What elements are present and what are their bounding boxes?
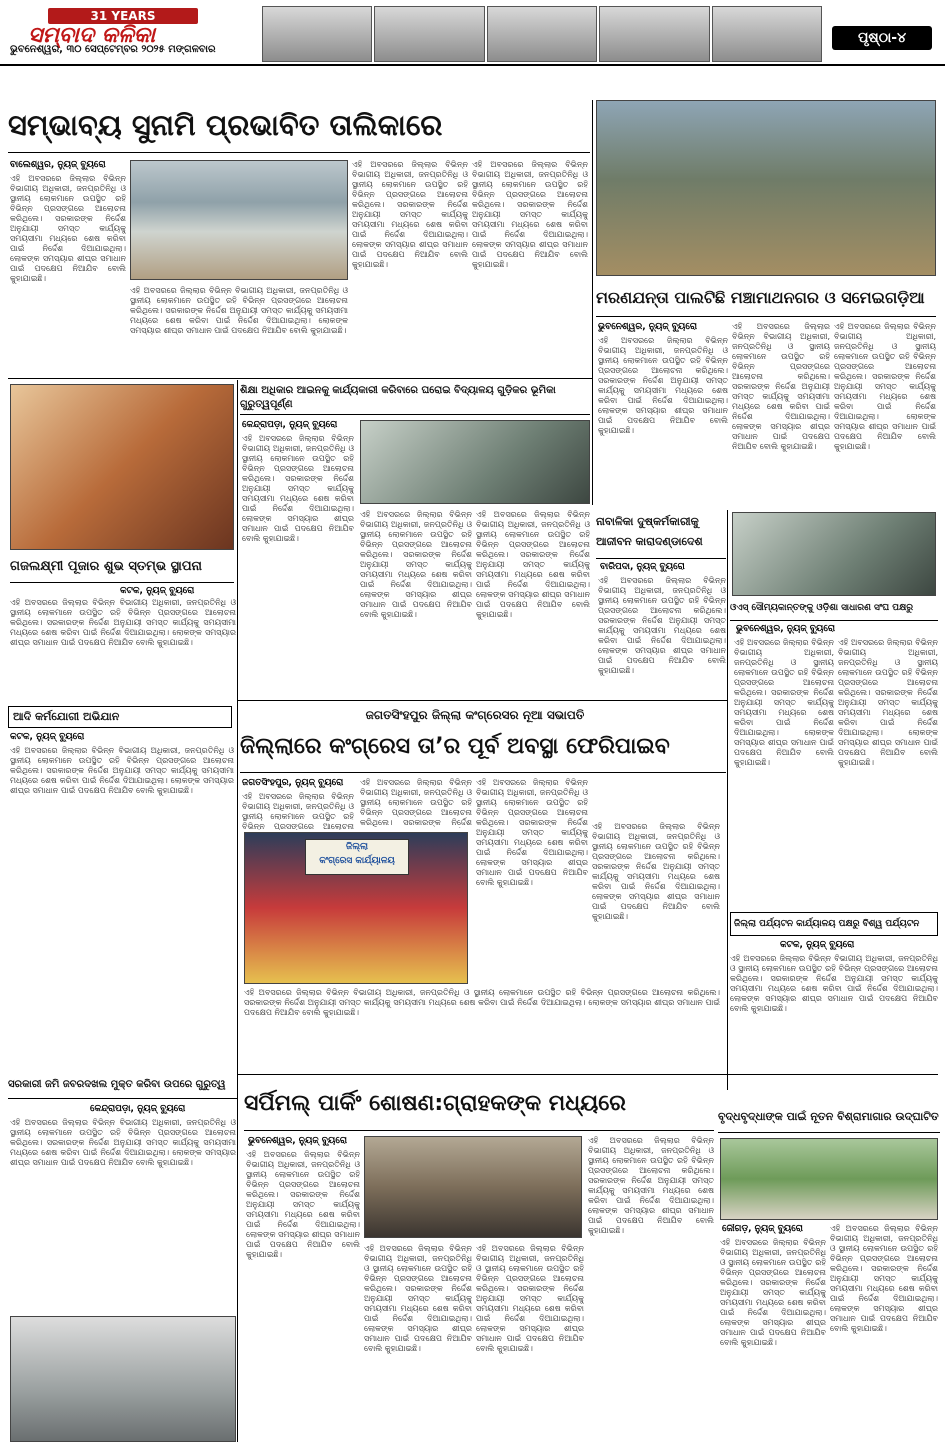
award-byline: ଭୁବନେଶ୍ୱର, ନ୍ୟୁଜ୍ ବ୍ୟୁରୋ [736, 624, 836, 634]
land-headline: ସରକାରୀ ଜମି ଜବରଦଖଲ ମୁକ୍ତ କରିବା ଉପରେ ଗୁରୁତ୍ୱ [8, 1079, 226, 1090]
tsunami-body-col2: ଏହି ଅବସରରେ ଜିଲ୍ଲାର ବିଭିନ୍ନ ବିଭାଗୀୟ ଅଧିକାରୀ, ଜନପ୍ରତିନିଧି ଓ ସ୍ଥାନୀୟ ଲୋକମାନେ ଉପସ୍ଥିତ ରହି ବିଭିନ୍ନ ପ୍ରସଙ୍ଗରେ ଆଲୋଚନା କରିଥିଲେ। ସରକାରଙ୍କ ନିର୍ଦ୍ଦେଶ ଅନୁଯାୟୀ ସମସ୍ତ କାର୍ଯ୍ୟକୁ ସମୟସୀମା ମଧ୍ୟରେ ଶେଷ କରିବା ପାଇଁ ନିର୍ଦ୍ଦେଶ ଦିଆଯାଇଥିଲା। ଲୋକଙ୍କ ସମସ୍ୟାର ଶୀଘ୍ର ସମାଧାନ ପାଇଁ ପଦକ୍ଷେପ ନିଆଯିବ ବୋଲି କୁହାଯାଇଛି। [130, 286, 348, 335]
section-rule [238, 1074, 938, 1075]
congress-body-col2: ଏହି ଅବସରରେ ଜିଲ୍ଲାର ବିଭିନ୍ନ ବିଭାଗୀୟ ଅଧିକାରୀ, ଜନପ୍ରତିନିଧି ଓ ସ୍ଥାନୀୟ ଲୋକମାନେ ଉପସ୍ଥିତ ରହି ବିଭିନ୍ନ ପ୍ରସଙ୍ଗରେ ଆଲୋଚନା କରିଥିଲେ। ସରକାରଙ୍କ ନିର୍ଦ୍ଦେଶ [360, 778, 472, 827]
education-body-col2: ଏହି ଅବସରରେ ଜିଲ୍ଲାର ବିଭିନ୍ନ ବିଭାଗୀୟ ଅଧିକାରୀ, ଜନପ୍ରତିନିଧି ଓ ସ୍ଥାନୀୟ ଲୋକମାନେ ଉପସ୍ଥିତ ରହି ବିଭିନ୍ନ ପ୍ରସଙ୍ଗରେ ଆଲୋଚନା କରିଥିଲେ। ସରକାରଙ୍କ ନିର୍ଦ୍ଦେଶ ଅନୁଯାୟୀ ସମସ୍ତ କାର୍ଯ୍ୟକୁ ସମୟସୀମା ମଧ୍ୟରେ ଶେଷ କରିବା ପାଇଁ ନିର୍ଦ୍ଦେଶ ଦିଆଯାଇଥିଲା। ଲୋକଙ୍କ ସମସ୍ୟାର ଶୀଘ୍ର ସମାଧାନ ପାଇଁ ପଦକ୍ଷେପ ନିଆଯିବ ବୋଲି କୁହାଯାଇଛି। [360, 510, 472, 619]
congress-kicker: ଜଗତସିଂହପୁର ଜିଲ୍ଲା କଂଗ୍ରେସର ନୂଆ ସଭାପତି [365, 708, 585, 722]
congress-headline: ଜିଲ୍ଲାରେ କଂଗ୍ରେସ ତା’ର ପୂର୍ବ ଅବସ୍ଥା ଫେରିପାଇବ [240, 734, 670, 759]
verdict-body: ଏହି ଅବସରରେ ଜିଲ୍ଲାର ବିଭିନ୍ନ ବିଭାଗୀୟ ଅଧିକାରୀ, ଜନପ୍ରତିନିଧି ଓ ସ୍ଥାନୀୟ ଲୋକମାନେ ଉପସ୍ଥିତ ରହି ବିଭିନ୍ନ ପ୍ରସଙ୍ଗରେ ଆଲୋଚନା କରିଥିଲେ। ସରକାରଙ୍କ ନିର୍ଦ୍ଦେଶ ଅନୁଯାୟୀ ସମସ୍ତ କାର୍ଯ୍ୟକୁ ସମୟସୀମା ମଧ୍ୟରେ ଶେଷ କରିବା ପାଇଁ ନିର୍ଦ୍ଦେଶ ଦିଆଯାଇଥିଲା। ଲୋକଙ୍କ ସମସ୍ୟାର ଶୀଘ୍ର ସମାଧାନ ପାଇଁ ପଦକ୍ଷେପ ନିଆଯିବ ବୋଲି କୁହାଯାଇଛି। [598, 576, 726, 675]
banner-women-image [712, 6, 822, 62]
elderly-byline: ଜୌଗଡ଼, ନ୍ୟୁଜ୍ ବ୍ୟୁରୋ [722, 1224, 803, 1234]
tourism-headline: ଜିଲ୍ଲା ପର୍ଯ୍ୟଟନ କାର୍ଯ୍ୟାଳୟ ପକ୍ଷରୁ ବିଶ୍ୱ ପର୍ଯ୍ୟଟନ [730, 912, 938, 936]
parking-body-col4: ଏହି ଅବସରରେ ଜିଲ୍ଲାର ବିଭିନ୍ନ ବିଭାଗୀୟ ଅଧିକାରୀ, ଜନପ୍ରତିନିଧି ଓ ସ୍ଥାନୀୟ ଲୋକମାନେ ଉପସ୍ଥିତ ରହି ବିଭିନ୍ନ ପ୍ରସଙ୍ଗରେ ଆଲୋଚନା କରିଥିଲେ। ସରକାରଙ୍କ ନିର୍ଦ୍ଦେଶ ଅନୁଯାୟୀ ସମସ୍ତ କାର୍ଯ୍ୟକୁ ସମୟସୀମା ମଧ୍ୟରେ ଶେଷ କରିବା ପାଇଁ ନିର୍ଦ୍ଦେଶ ଦିଆଯାଇଥିଲା। ଲୋକଙ୍କ ସମସ୍ୟାର ଶୀଘ୍ର ସମାଧାନ ପାଇଁ ପଦକ୍ଷେପ ନିଆଯିବ ବୋଲି କୁହାଯାଇଛି। [588, 1136, 714, 1235]
parking-byline: ଭୁବନେଶ୍ୱର, ନ୍ୟୁଜ୍ ବ୍ୟୁରୋ [248, 1136, 348, 1146]
tsunami-headline: ସମ୍ଭାବ୍ୟ ସୁନାମି ପ୍ରଭାବିତ ତାଲିକାରେ [8, 108, 443, 142]
sign-line-2: କଂଗ୍ରେସ କାର୍ଯ୍ୟାଳୟ [319, 856, 395, 866]
parking-body-col1: ଏହି ଅବସରରେ ଜିଲ୍ଲାର ବିଭିନ୍ନ ବିଭାଗୀୟ ଅଧିକାରୀ, ଜନପ୍ରତିନିଧି ଓ ସ୍ଥାନୀୟ ଲୋକମାନେ ଉପସ୍ଥିତ ରହି ବିଭିନ୍ନ ପ୍ରସଙ୍ଗରେ ଆଲୋଚନା କରିଥିଲେ। ସରକାରଙ୍କ ନିର୍ଦ୍ଦେଶ ଅନୁଯାୟୀ ସମସ୍ତ କାର୍ଯ୍ୟକୁ ସମୟସୀମା ମଧ୍ୟରେ ଶେଷ କରିବା ପାଇଁ ନିର୍ଦ୍ଦେଶ ଦିଆଯାଇଥିଲା। ଲୋକଙ୍କ ସମସ୍ୟାର ଶୀଘ୍ର ସମାଧାନ ପାଇଁ ପଦକ୍ଷେପ ନିଆଯିବ ବୋଲି କୁହାଯାଇଛି। [246, 1150, 360, 1259]
divider [10, 582, 234, 583]
congress-body-col3: ଏହି ଅବସରରେ ଜିଲ୍ଲାର ବିଭିନ୍ନ ବିଭାଗୀୟ ଅଧିକାରୀ, ଜନପ୍ରତିନିଧି ଓ ସ୍ଥାନୀୟ ଲୋକମାନେ ଉପସ୍ଥିତ ରହି ବିଭିନ୍ନ ପ୍ରସଙ୍ଗରେ ଆଲୋଚନା କରିଥିଲେ। ସରକାରଙ୍କ ନିର୍ଦ୍ଦେଶ ଅନୁଯାୟୀ ସମସ୍ତ କାର୍ଯ୍ୟକୁ ସମୟସୀମା ମଧ୍ୟରେ ଶେଷ କରିବା ପାଇଁ ନିର୍ଦ୍ଦେଶ ଦିଆଯାଇଥିଲା। ଲୋକଙ୍କ ସମସ୍ୟାର ଶୀଘ୍ର ସମାଧାନ ପାଇଁ ପଦକ୍ଷେପ ନିଆଯିବ ବୋଲି କୁହାଯାଇଛି। [476, 778, 588, 887]
column-rule [727, 510, 728, 1090]
verdict-headline: ନାବାଳିକା ଦୁଷ୍କର୍ମକାରୀକୁ ଆଜୀବନ କାରାଦଣ୍ଡାଦେଶ [596, 515, 703, 548]
divider [730, 620, 938, 621]
page-number-badge: ପୃଷ୍ଠା-୪ [832, 26, 932, 50]
tsunami-byline: ବାଲେଶ୍ୱର, ନ୍ୟୁଜ୍ ବ୍ୟୁରୋ [10, 160, 106, 170]
sign-line-1: ଜିଲ୍ଲା [345, 842, 369, 852]
dateline: ଭୁବନେଶ୍ୱର, ୩୦ ସେପ୍ଟେମ୍ବର ୨୦୨୫ ମଙ୍ଗଳବାର [10, 44, 216, 55]
adi-headline: ଆଦି କର୍ମଯୋଗୀ ଅଭିଯାନ [8, 706, 232, 728]
banner-children-image [487, 6, 597, 62]
divider [240, 772, 726, 773]
land-meeting-photo [10, 1316, 236, 1442]
tourism-byline: କଟକ, ନ୍ୟୁଜ୍ ବ୍ୟୁରୋ [780, 940, 855, 950]
puja-headline: ଗଜଲକ୍ଷ୍ମୀ ପୂଜାର ଶୁଭ ସ୍ତମ୍ଭ ସ୍ଥାପନା [10, 559, 202, 574]
tsunami-body-col1: ଏହି ଅବସରରେ ଜିଲ୍ଲାର ବିଭିନ୍ନ ବିଭାଗୀୟ ଅଧିକାରୀ, ଜନପ୍ରତିନିଧି ଓ ସ୍ଥାନୀୟ ଲୋକମାନେ ଉପସ୍ଥିତ ରହି ବିଭିନ୍ନ ପ୍ରସଙ୍ଗରେ ଆଲୋଚନା କରିଥିଲେ। ସରକାରଙ୍କ ନିର୍ଦ୍ଦେଶ ଅନୁଯାୟୀ ସମସ୍ତ କାର୍ଯ୍ୟକୁ ସମୟସୀମା ମଧ୍ୟରେ ଶେଷ କରିବା ପାଇଁ ନିର୍ଦ୍ଦେଶ ଦିଆଯାଇଥିଲା। ଲୋକଙ୍କ ସମସ୍ୟାର ଶୀଘ୍ର ସମାଧାନ ପାଇଁ ପଦକ୍ଷେପ ନିଆଯିବ ବୋଲି କୁହାଯାଇଛି। [10, 174, 126, 283]
column-rule [592, 100, 593, 505]
banner-art-image [599, 6, 709, 62]
puja-byline: କଟକ, ନ୍ୟୁଜ୍ ବ୍ୟୁରୋ [120, 586, 195, 596]
adi-body: ଏହି ଅବସରରେ ଜିଲ୍ଲାର ବିଭିନ୍ନ ବିଭାଗୀୟ ଅଧିକାରୀ, ଜନପ୍ରତିନିଧି ଓ ସ୍ଥାନୀୟ ଲୋକମାନେ ଉପସ୍ଥିତ ରହି ବିଭିନ୍ନ ପ୍ରସଙ୍ଗରେ ଆଲୋଚନା କରିଥିଲେ। ସରକାରଙ୍କ ନିର୍ଦ୍ଦେଶ ଅନୁଯାୟୀ ସମସ୍ତ କାର୍ଯ୍ୟକୁ ସମୟସୀମା ମଧ୍ୟରେ ଶେଷ କରିବା ପାଇଁ ନିର୍ଦ୍ଦେଶ ଦିଆଯାଇଥିଲା। ଲୋକଙ୍କ ସମସ୍ୟାର ଶୀଘ୍ର ସମାଧାନ ପାଇଁ ପଦକ୍ଷେପ ନିଆଯିବ ବୋଲି କୁହାଯାଇଛି। [10, 746, 234, 795]
land-body: ଏହି ଅବସରରେ ଜିଲ୍ଲାର ବିଭିନ୍ନ ବିଭାଗୀୟ ଅଧିକାରୀ, ଜନପ୍ରତିନିଧି ଓ ସ୍ଥାନୀୟ ଲୋକମାନେ ଉପସ୍ଥିତ ରହି ବିଭିନ୍ନ ପ୍ରସଙ୍ଗରେ ଆଲୋଚନା କରିଥିଲେ। ସରକାରଙ୍କ ନିର୍ଦ୍ଦେଶ ଅନୁଯାୟୀ ସମସ୍ତ କାର୍ଯ୍ୟକୁ ସମୟସୀମା ମଧ୍ୟରେ ଶେଷ କରିବା ପାଇଁ ନିର୍ଦ୍ଦେଶ ଦିଆଯାଇଥିଲା। ଲୋକଙ୍କ ସମସ୍ୟାର ଶୀଘ୍ର ସମାଧାନ ପାଇଁ ପଦକ୍ଷେପ ନିଆଯିବ ବୋଲି କୁହାଯାଇଛି। [10, 1118, 236, 1167]
tsunami-beach-photo [130, 160, 348, 280]
education-meeting-photo [360, 420, 590, 504]
congress-office-photo [244, 832, 468, 984]
section-rule [238, 700, 727, 701]
education-byline: କେନ୍ଦ୍ରାପଡ଼ା, ନ୍ୟୁଜ୍ ବ୍ୟୁରୋ [242, 420, 338, 430]
divider [244, 1130, 714, 1131]
roads-body-col1: ଏହି ଅବସରରେ ଜିଲ୍ଲାର ବିଭିନ୍ନ ବିଭାଗୀୟ ଅଧିକାରୀ, ଜନପ୍ରତିନିଧି ଓ ସ୍ଥାନୀୟ ଲୋକମାନେ ଉପସ୍ଥିତ ରହି ବିଭିନ୍ନ ପ୍ରସଙ୍ଗରେ ଆଲୋଚନା କରିଥିଲେ। ସରକାରଙ୍କ ନିର୍ଦ୍ଦେଶ ଅନୁଯାୟୀ ସମସ୍ତ କାର୍ଯ୍ୟକୁ ସମୟସୀମା ମଧ୍ୟରେ ଶେଷ କରିବା ପାଇଁ ନିର୍ଦ୍ଦେଶ ଦିଆଯାଇଥିଲା। ଲୋକଙ୍କ ସମସ୍ୟାର ଶୀଘ୍ର ସମାଧାନ ପାଇଁ ପଦକ୍ଷେପ ନିଆଯିବ ବୋଲି କୁହାଯାଇଛି। [598, 336, 728, 435]
elderly-headline: ବୃଦ୍ଧବୃଦ୍ଧାଙ୍କ ପାଇଁ ନୂତନ ବିଶ୍ରାମାଗାର ଉଦ୍‌ଘାଟିତ [718, 1110, 939, 1123]
education-headline: ଶିକ୍ଷା ଅଧିକାର ଆଇନକୁ କାର୍ଯ୍ୟକାରୀ କରିବାରେ ଘରୋଇ ବିଦ୍ୟାଳୟ ଗୁଡ଼ିକର ଭୂମିକା ଗୁରୁତ୍ୱପୂର୍ଣ୍ଣ [240, 385, 556, 410]
tsunami-body-col4: ଏହି ଅବସରରେ ଜିଲ୍ଲାର ବିଭିନ୍ନ ବିଭାଗୀୟ ଅଧିକାରୀ, ଜନପ୍ରତିନିଧି ଓ ସ୍ଥାନୀୟ ଲୋକମାନେ ଉପସ୍ଥିତ ରହି ବିଭିନ୍ନ ପ୍ରସଙ୍ଗରେ ଆଲୋଚନା କରିଥିଲେ। ସରକାରଙ୍କ ନିର୍ଦ୍ଦେଶ ଅନୁଯାୟୀ ସମସ୍ତ କାର୍ଯ୍ୟକୁ ସମୟସୀମା ମଧ୍ୟରେ ଶେଷ କରିବା ପାଇଁ ନିର୍ଦ୍ଦେଶ ଦିଆଯାଇଥିଲା। ଲୋକଙ୍କ ସମସ୍ୟାର ଶୀଘ୍ର ସମାଧାନ ପାଇଁ ପଦକ୍ଷେପ ନିଆଯିବ ବୋଲି କୁହାଯାଇଛି। [472, 160, 588, 269]
parking-bikes-photo [364, 1136, 582, 1238]
divider [596, 558, 726, 559]
roads-byline: ଭୁବନେଶ୍ୱର, ନ୍ୟୁଜ୍ ବ୍ୟୁରୋ [598, 322, 698, 332]
puja-body: ଏହି ଅବସରରେ ଜିଲ୍ଲାର ବିଭିନ୍ନ ବିଭାଗୀୟ ଅଧିକାରୀ, ଜନପ୍ରତିନିଧି ଓ ସ୍ଥାନୀୟ ଲୋକମାନେ ଉପସ୍ଥିତ ରହି ବିଭିନ୍ନ ପ୍ରସଙ୍ଗରେ ଆଲୋଚନା କରିଥିଲେ। ସରକାରଙ୍କ ନିର୍ଦ୍ଦେଶ ଅନୁଯାୟୀ ସମସ୍ତ କାର୍ଯ୍ୟକୁ ସମୟସୀମା ମଧ୍ୟରେ ଶେଷ କରିବା ପାଇଁ ନିର୍ଦ୍ଦେଶ ଦିଆଯାଇଥିଲା। ଲୋକଙ୍କ ସମସ୍ୟାର ଶୀଘ୍ର ସମାଧାନ ପାଇଁ ପଦକ୍ଷେପ ନିଆଯିବ ବୋଲି କୁହାଯାଇଛି। [10, 598, 236, 647]
section-rule [8, 378, 592, 379]
divider [240, 414, 590, 415]
congress-byline: ଜଗତସିଂହପୁର, ନ୍ୟୁଜ୍ ବ୍ୟୁରୋ [242, 778, 344, 788]
roads-headline: ମରଣଯନ୍ତା ପାଲଟିଛି ମଞ୍ଚାମାଥନଗର ଓ ସମେଇଗଡ଼ିଆ [596, 288, 925, 307]
divider [718, 1132, 940, 1133]
congress-office-sign [305, 839, 409, 875]
award-body-col2: ଏହି ଅବସରରେ ଜିଲ୍ଲାର ବିଭିନ୍ନ ବିଭାଗୀୟ ଅଧିକାରୀ, ଜନପ୍ରତିନିଧି ଓ ସ୍ଥାନୀୟ ଲୋକମାନେ ଉପସ୍ଥିତ ରହି ବିଭିନ୍ନ ପ୍ରସଙ୍ଗରେ ଆଲୋଚନା କରିଥିଲେ। ସରକାରଙ୍କ ନିର୍ଦ୍ଦେଶ ଅନୁଯାୟୀ ସମସ୍ତ କାର୍ଯ୍ୟକୁ ସମୟସୀମା ମଧ୍ୟରେ ଶେଷ କରିବା ପାଇଁ ନିର୍ଦ୍ଦେଶ ଦିଆଯାଇଥିଲା। ଲୋକଙ୍କ ସମସ୍ୟାର ଶୀଘ୍ର ସମାଧାନ ପାଇଁ ପଦକ୍ଷେପ ନିଆଯିବ ବୋଲି କୁହାଯାଇଛି। [838, 638, 938, 767]
congress-body-col5: ଏହି ଅବସରରେ ଜିଲ୍ଲାର ବିଭିନ୍ନ ବିଭାଗୀୟ ଅଧିକାରୀ, ଜନପ୍ରତିନିଧି ଓ ସ୍ଥାନୀୟ ଲୋକମାନେ ଉପସ୍ଥିତ ରହି ବିଭିନ୍ନ ପ୍ରସଙ୍ଗରେ ଆଲୋଚନା କରିଥିଲେ। ସରକାରଙ୍କ ନିର୍ଦ୍ଦେଶ ଅନୁଯାୟୀ ସମସ୍ତ କାର୍ଯ୍ୟକୁ ସମୟସୀମା ମଧ୍ୟରେ ଶେଷ କରିବା ପାଇଁ ନିର୍ଦ୍ଦେଶ ଦିଆଯାଇଥିଲା। ଲୋକଙ୍କ ସମସ୍ୟାର ଶୀଘ୍ର ସମାଧାନ ପାଇଁ ପଦକ୍ଷେପ ନିଆଯିବ ବୋଲି କୁହାଯାଇଛି। [244, 988, 720, 1017]
education-body-col1: ଏହି ଅବସରରେ ଜିଲ୍ଲାର ବିଭିନ୍ନ ବିଭାଗୀୟ ଅଧିକାରୀ, ଜନପ୍ରତିନିଧି ଓ ସ୍ଥାନୀୟ ଲୋକମାନେ ଉପସ୍ଥିତ ରହି ବିଭିନ୍ନ ପ୍ରସଙ୍ଗରେ ଆଲୋଚନା କରିଥିଲେ। ସରକାରଙ୍କ ନିର୍ଦ୍ଦେଶ ଅନୁଯାୟୀ ସମସ୍ତ କାର୍ଯ୍ୟକୁ ସମୟସୀମା ମଧ୍ୟରେ ଶେଷ କରିବା ପାଇଁ ନିର୍ଦ୍ଦେଶ ଦିଆଯାଇଥିଲା। ଲୋକଙ୍କ ସମସ୍ୟାର ଶୀଘ୍ର ସମାଧାନ ପାଇଁ ପଦକ୍ଷେପ ନିଆଯିବ ବୋଲି କୁହାଯାଇଛି। [242, 434, 354, 543]
award-headline: ଓଏସ୍ ସୌମ୍ୟକାନ୍ତଙ୍କୁ ଓଡ଼ିଶା ସାଧାରଣ ସଂଘ ପକ୍ଷରୁ [730, 603, 914, 613]
column-rule [237, 380, 238, 1442]
elderly-body-col2: ଏହି ଅବସରରେ ଜିଲ୍ଲାର ବିଭିନ୍ନ ବିଭାଗୀୟ ଅଧିକାରୀ, ଜନପ୍ରତିନିଧି ଓ ସ୍ଥାନୀୟ ଲୋକମାନେ ଉପସ୍ଥିତ ରହି ବିଭିନ୍ନ ପ୍ରସଙ୍ଗରେ ଆଲୋଚନା କରିଥିଲେ। ସରକାରଙ୍କ ନିର୍ଦ୍ଦେଶ ଅନୁଯାୟୀ ସମସ୍ତ କାର୍ଯ୍ୟକୁ ସମୟସୀମା ମଧ୍ୟରେ ଶେଷ କରିବା ପାଇଁ ନିର୍ଦ୍ଦେଶ ଦିଆଯାଇଥିଲା। ଲୋକଙ୍କ ସମସ୍ୟାର ଶୀଘ୍ର ସମାଧାନ ପାଇଁ ପଦକ୍ଷେପ ନିଆଯିବ ବୋଲି କୁହାଯାଇଛି। [830, 1224, 938, 1333]
header-banner-images [262, 6, 822, 62]
land-byline: କେନ୍ଦ୍ରାପଡ଼ା, ନ୍ୟୁଜ୍ ବ୍ୟୁରୋ [90, 1104, 186, 1114]
banner-temple-image [262, 6, 372, 62]
masthead [0, 0, 945, 66]
congress-body-col4: ଏହି ଅବସରରେ ଜିଲ୍ଲାର ବିଭିନ୍ନ ବିଭାଗୀୟ ଅଧିକାରୀ, ଜନପ୍ରତିନିଧି ଓ ସ୍ଥାନୀୟ ଲୋକମାନେ ଉପସ୍ଥିତ ରହି ବିଭିନ୍ନ ପ୍ରସଙ୍ଗରେ ଆଲୋଚନା କରିଥିଲେ। ସରକାରଙ୍କ ନିର୍ଦ୍ଦେଶ ଅନୁଯାୟୀ ସମସ୍ତ କାର୍ଯ୍ୟକୁ ସମୟସୀମା ମଧ୍ୟରେ ଶେଷ କରିବା ପାଇଁ ନିର୍ଦ୍ଦେଶ ଦିଆଯାଇଥିଲା। ଲୋକଙ୍କ ସମସ୍ୟାର ଶୀଘ୍ର ସମାଧାନ ପାଇଁ ପଦକ୍ଷେପ ନିଆଯିବ ବୋଲି କୁହାଯାଇଛି। [592, 822, 720, 921]
congress-body-col1: ଏହି ଅବସରରେ ଜିଲ୍ଲାର ବିଭିନ୍ନ ବିଭାଗୀୟ ଅଧିକାରୀ, ଜନପ୍ରତିନିଧି ଓ ସ୍ଥାନୀୟ ଲୋକମାନେ ଉପସ୍ଥିତ ରହି ବିଭିନ୍ନ ପ୍ରସଙ୍ଗରେ ଆଲୋଚନା [242, 792, 354, 830]
tsunami-body-col3: ଏହି ଅବସରରେ ଜିଲ୍ଲାର ବିଭିନ୍ନ ବିଭାଗୀୟ ଅଧିକାରୀ, ଜନପ୍ରତିନିଧି ଓ ସ୍ଥାନୀୟ ଲୋକମାନେ ଉପସ୍ଥିତ ରହି ବିଭିନ୍ନ ପ୍ରସଙ୍ଗରେ ଆଲୋଚନା କରିଥିଲେ। ସରକାରଙ୍କ ନିର୍ଦ୍ଦେଶ ଅନୁଯାୟୀ ସମସ୍ତ କାର୍ଯ୍ୟକୁ ସମୟସୀମା ମଧ୍ୟରେ ଶେଷ କରିବା ପାଇଁ ନିର୍ଦ୍ଦେଶ ଦିଆଯାଇଥିଲା। ଲୋକଙ୍କ ସମସ୍ୟାର ଶୀଘ୍ର ସମାଧାନ ପାଇଁ ପଦକ୍ଷେପ ନିଆଯିବ ବୋଲି କୁହାଯାଇଛି। [352, 160, 468, 269]
road-photo [596, 100, 936, 276]
years-badge: 31 YEARS [48, 8, 198, 24]
elderly-body-col1: ଏହି ଅବସରରେ ଜିଲ୍ଲାର ବିଭିନ୍ନ ବିଭାଗୀୟ ଅଧିକାରୀ, ଜନପ୍ରତିନିଧି ଓ ସ୍ଥାନୀୟ ଲୋକମାନେ ଉପସ୍ଥିତ ରହି ବିଭିନ୍ନ ପ୍ରସଙ୍ଗରେ ଆଲୋଚନା କରିଥିଲେ। ସରକାରଙ୍କ ନିର୍ଦ୍ଦେଶ ଅନୁଯାୟୀ ସମସ୍ତ କାର୍ଯ୍ୟକୁ ସମୟସୀମା ମଧ୍ୟରେ ଶେଷ କରିବା ପାଇଁ ନିର୍ଦ୍ଦେଶ ଦିଆଯାଇଥିଲା। ଲୋକଙ୍କ ସମସ୍ୟାର ଶୀଘ୍ର ସମାଧାନ ପାଇଁ ପଦକ୍ଷେପ ନିଆଯିବ ବୋଲି କୁହାଯାଇଛି। [720, 1238, 826, 1347]
puja-photo [10, 384, 234, 550]
paper-name: ସମ୍ବାଦ କଳିକା [28, 22, 156, 48]
parking-body-col3: ଏହି ଅବସରରେ ଜିଲ୍ଲାର ବିଭିନ୍ନ ବିଭାଗୀୟ ଅଧିକାରୀ, ଜନପ୍ରତିନିଧି ଓ ସ୍ଥାନୀୟ ଲୋକମାନେ ଉପସ୍ଥିତ ରହି ବିଭିନ୍ନ ପ୍ରସଙ୍ଗରେ ଆଲୋଚନା କରିଥିଲେ। ସରକାରଙ୍କ ନିର୍ଦ୍ଦେଶ ଅନୁଯାୟୀ ସମସ୍ତ କାର୍ଯ୍ୟକୁ ସମୟସୀମା ମଧ୍ୟରେ ଶେଷ କରିବା ପାଇଁ ନିର୍ଦ୍ଦେଶ ଦିଆଯାଇଥିଲା। ଲୋକଙ୍କ ସମସ୍ୟାର ଶୀଘ୍ର ସମାଧାନ ପାଇଁ ପଦକ୍ଷେପ ନିଆଯିବ ବୋଲି କୁହାଯାଇଛି। [476, 1244, 584, 1353]
roads-body-col2: ଏହି ଅବସରରେ ଜିଲ୍ଲାର ବିଭିନ୍ନ ବିଭାଗୀୟ ଅଧିକାରୀ, ଜନପ୍ରତିନିଧି ଓ ସ୍ଥାନୀୟ ଲୋକମାନେ ଉପସ୍ଥିତ ରହି ବିଭିନ୍ନ ପ୍ରସଙ୍ଗରେ ଆଲୋଚନା କରିଥିଲେ। ସରକାରଙ୍କ ନିର୍ଦ୍ଦେଶ ଅନୁଯାୟୀ ସମସ୍ତ କାର୍ଯ୍ୟକୁ ସମୟସୀମା ମଧ୍ୟରେ ଶେଷ କରିବା ପାଇଁ ନିର୍ଦ୍ଦେଶ ଦିଆଯାଇଥିଲା। ଲୋକଙ୍କ ସମସ୍ୟାର ଶୀଘ୍ର ସମାଧାନ ପାଇଁ ପଦକ୍ଷେପ ନିଆଯିବ ବୋଲି କୁହାଯାଇଛି। [732, 322, 830, 451]
award-body-col1: ଏହି ଅବସରରେ ଜିଲ୍ଲାର ବିଭିନ୍ନ ବିଭାଗୀୟ ଅଧିକାରୀ, ଜନପ୍ରତିନିଧି ଓ ସ୍ଥାନୀୟ ଲୋକମାନେ ଉପସ୍ଥିତ ରହି ବିଭିନ୍ନ ପ୍ରସଙ୍ଗରେ ଆଲୋଚନା କରିଥିଲେ। ସରକାରଙ୍କ ନିର୍ଦ୍ଦେଶ ଅନୁଯାୟୀ ସମସ୍ତ କାର୍ଯ୍ୟକୁ ସମୟସୀମା ମଧ୍ୟରେ ଶେଷ କରିବା ପାଇଁ ନିର୍ଦ୍ଦେଶ ଦିଆଯାଇଥିଲା। ଲୋକଙ୍କ ସମସ୍ୟାର ଶୀଘ୍ର ସମାଧାନ ପାଇଁ ପଦକ୍ଷେପ ନିଆଯିବ ବୋଲି କୁହାଯାଇଛି। [734, 638, 834, 767]
divider [8, 1098, 238, 1099]
adi-byline: କଟକ, ନ୍ୟୁଜ୍ ବ୍ୟୁରୋ [10, 732, 85, 742]
parking-headline: ସର୍ପିମଲ୍ ପାର୍କିଂ ଶୋଷଣ:ଗ୍ରାହକଙ୍କ ମଧ୍ୟରେ [244, 1091, 626, 1116]
award-photo [732, 512, 936, 596]
banner-handloom-image [374, 6, 484, 62]
elderly-inauguration-photo [720, 1138, 938, 1220]
divider [596, 316, 936, 317]
parking-body-col2: ଏହି ଅବସରରେ ଜିଲ୍ଲାର ବିଭିନ୍ନ ବିଭାଗୀୟ ଅଧିକାରୀ, ଜନପ୍ରତିନିଧି ଓ ସ୍ଥାନୀୟ ଲୋକମାନେ ଉପସ୍ଥିତ ରହି ବିଭିନ୍ନ ପ୍ରସଙ୍ଗରେ ଆଲୋଚନା କରିଥିଲେ। ସରକାରଙ୍କ ନିର୍ଦ୍ଦେଶ ଅନୁଯାୟୀ ସମସ୍ତ କାର୍ଯ୍ୟକୁ ସମୟସୀମା ମଧ୍ୟରେ ଶେଷ କରିବା ପାଇଁ ନିର୍ଦ୍ଦେଶ ଦିଆଯାଇଥିଲା। ଲୋକଙ୍କ ସମସ୍ୟାର ଶୀଘ୍ର ସମାଧାନ ପାଇଁ ପଦକ୍ଷେପ ନିଆଯିବ ବୋଲି କୁହାଯାଇଛି। [364, 1244, 472, 1353]
divider [8, 152, 590, 153]
education-body-col3: ଏହି ଅବସରରେ ଜିଲ୍ଲାର ବିଭିନ୍ନ ବିଭାଗୀୟ ଅଧିକାରୀ, ଜନପ୍ରତିନିଧି ଓ ସ୍ଥାନୀୟ ଲୋକମାନେ ଉପସ୍ଥିତ ରହି ବିଭିନ୍ନ ପ୍ରସଙ୍ଗରେ ଆଲୋଚନା କରିଥିଲେ। ସରକାରଙ୍କ ନିର୍ଦ୍ଦେଶ ଅନୁଯାୟୀ ସମସ୍ତ କାର୍ଯ୍ୟକୁ ସମୟସୀମା ମଧ୍ୟରେ ଶେଷ କରିବା ପାଇଁ ନିର୍ଦ୍ଦେଶ ଦିଆଯାଇଥିଲା। ଲୋକଙ୍କ ସମସ୍ୟାର ଶୀଘ୍ର ସମାଧାନ ପାଇଁ ପଦକ୍ଷେପ ନିଆଯିବ ବୋଲି କୁହାଯାଇଛି। [476, 510, 590, 619]
tourism-body: ଏହି ଅବସରରେ ଜିଲ୍ଲାର ବିଭିନ୍ନ ବିଭାଗୀୟ ଅଧିକାରୀ, ଜନପ୍ରତିନିଧି ଓ ସ୍ଥାନୀୟ ଲୋକମାନେ ଉପସ୍ଥିତ ରହି ବିଭିନ୍ନ ପ୍ରସଙ୍ଗରେ ଆଲୋଚନା କରିଥିଲେ। ସରକାରଙ୍କ ନିର୍ଦ୍ଦେଶ ଅନୁଯାୟୀ ସମସ୍ତ କାର୍ଯ୍ୟକୁ ସମୟସୀମା ମଧ୍ୟରେ ଶେଷ କରିବା ପାଇଁ ନିର୍ଦ୍ଦେଶ ଦିଆଯାଇଥିଲା। ଲୋକଙ୍କ ସମସ୍ୟାର ଶୀଘ୍ର ସମାଧାନ ପାଇଁ ପଦକ୍ଷେପ ନିଆଯିବ ବୋଲି କୁହାଯାଇଛି। [730, 954, 938, 1013]
verdict-byline: ବାରିପଦା, ନ୍ୟୁଜ୍ ବ୍ୟୁରୋ [600, 562, 685, 572]
roads-body-col3: ଏହି ଅବସରରେ ଜିଲ୍ଲାର ବିଭିନ୍ନ ବିଭାଗୀୟ ଅଧିକାରୀ, ଜନପ୍ରତିନିଧି ଓ ସ୍ଥାନୀୟ ଲୋକମାନେ ଉପସ୍ଥିତ ରହି ବିଭିନ୍ନ ପ୍ରସଙ୍ଗରେ ଆଲୋଚନା କରିଥିଲେ। ସରକାରଙ୍କ ନିର୍ଦ୍ଦେଶ ଅନୁଯାୟୀ ସମସ୍ତ କାର୍ଯ୍ୟକୁ ସମୟସୀମା ମଧ୍ୟରେ ଶେଷ କରିବା ପାଇଁ ନିର୍ଦ୍ଦେଶ ଦିଆଯାଇଥିଲା। ଲୋକଙ୍କ ସମସ୍ୟାର ଶୀଘ୍ର ସମାଧାନ ପାଇଁ ପଦକ୍ଷେପ ନିଆଯିବ ବୋଲି କୁହାଯାଇଛି। [834, 322, 936, 451]
